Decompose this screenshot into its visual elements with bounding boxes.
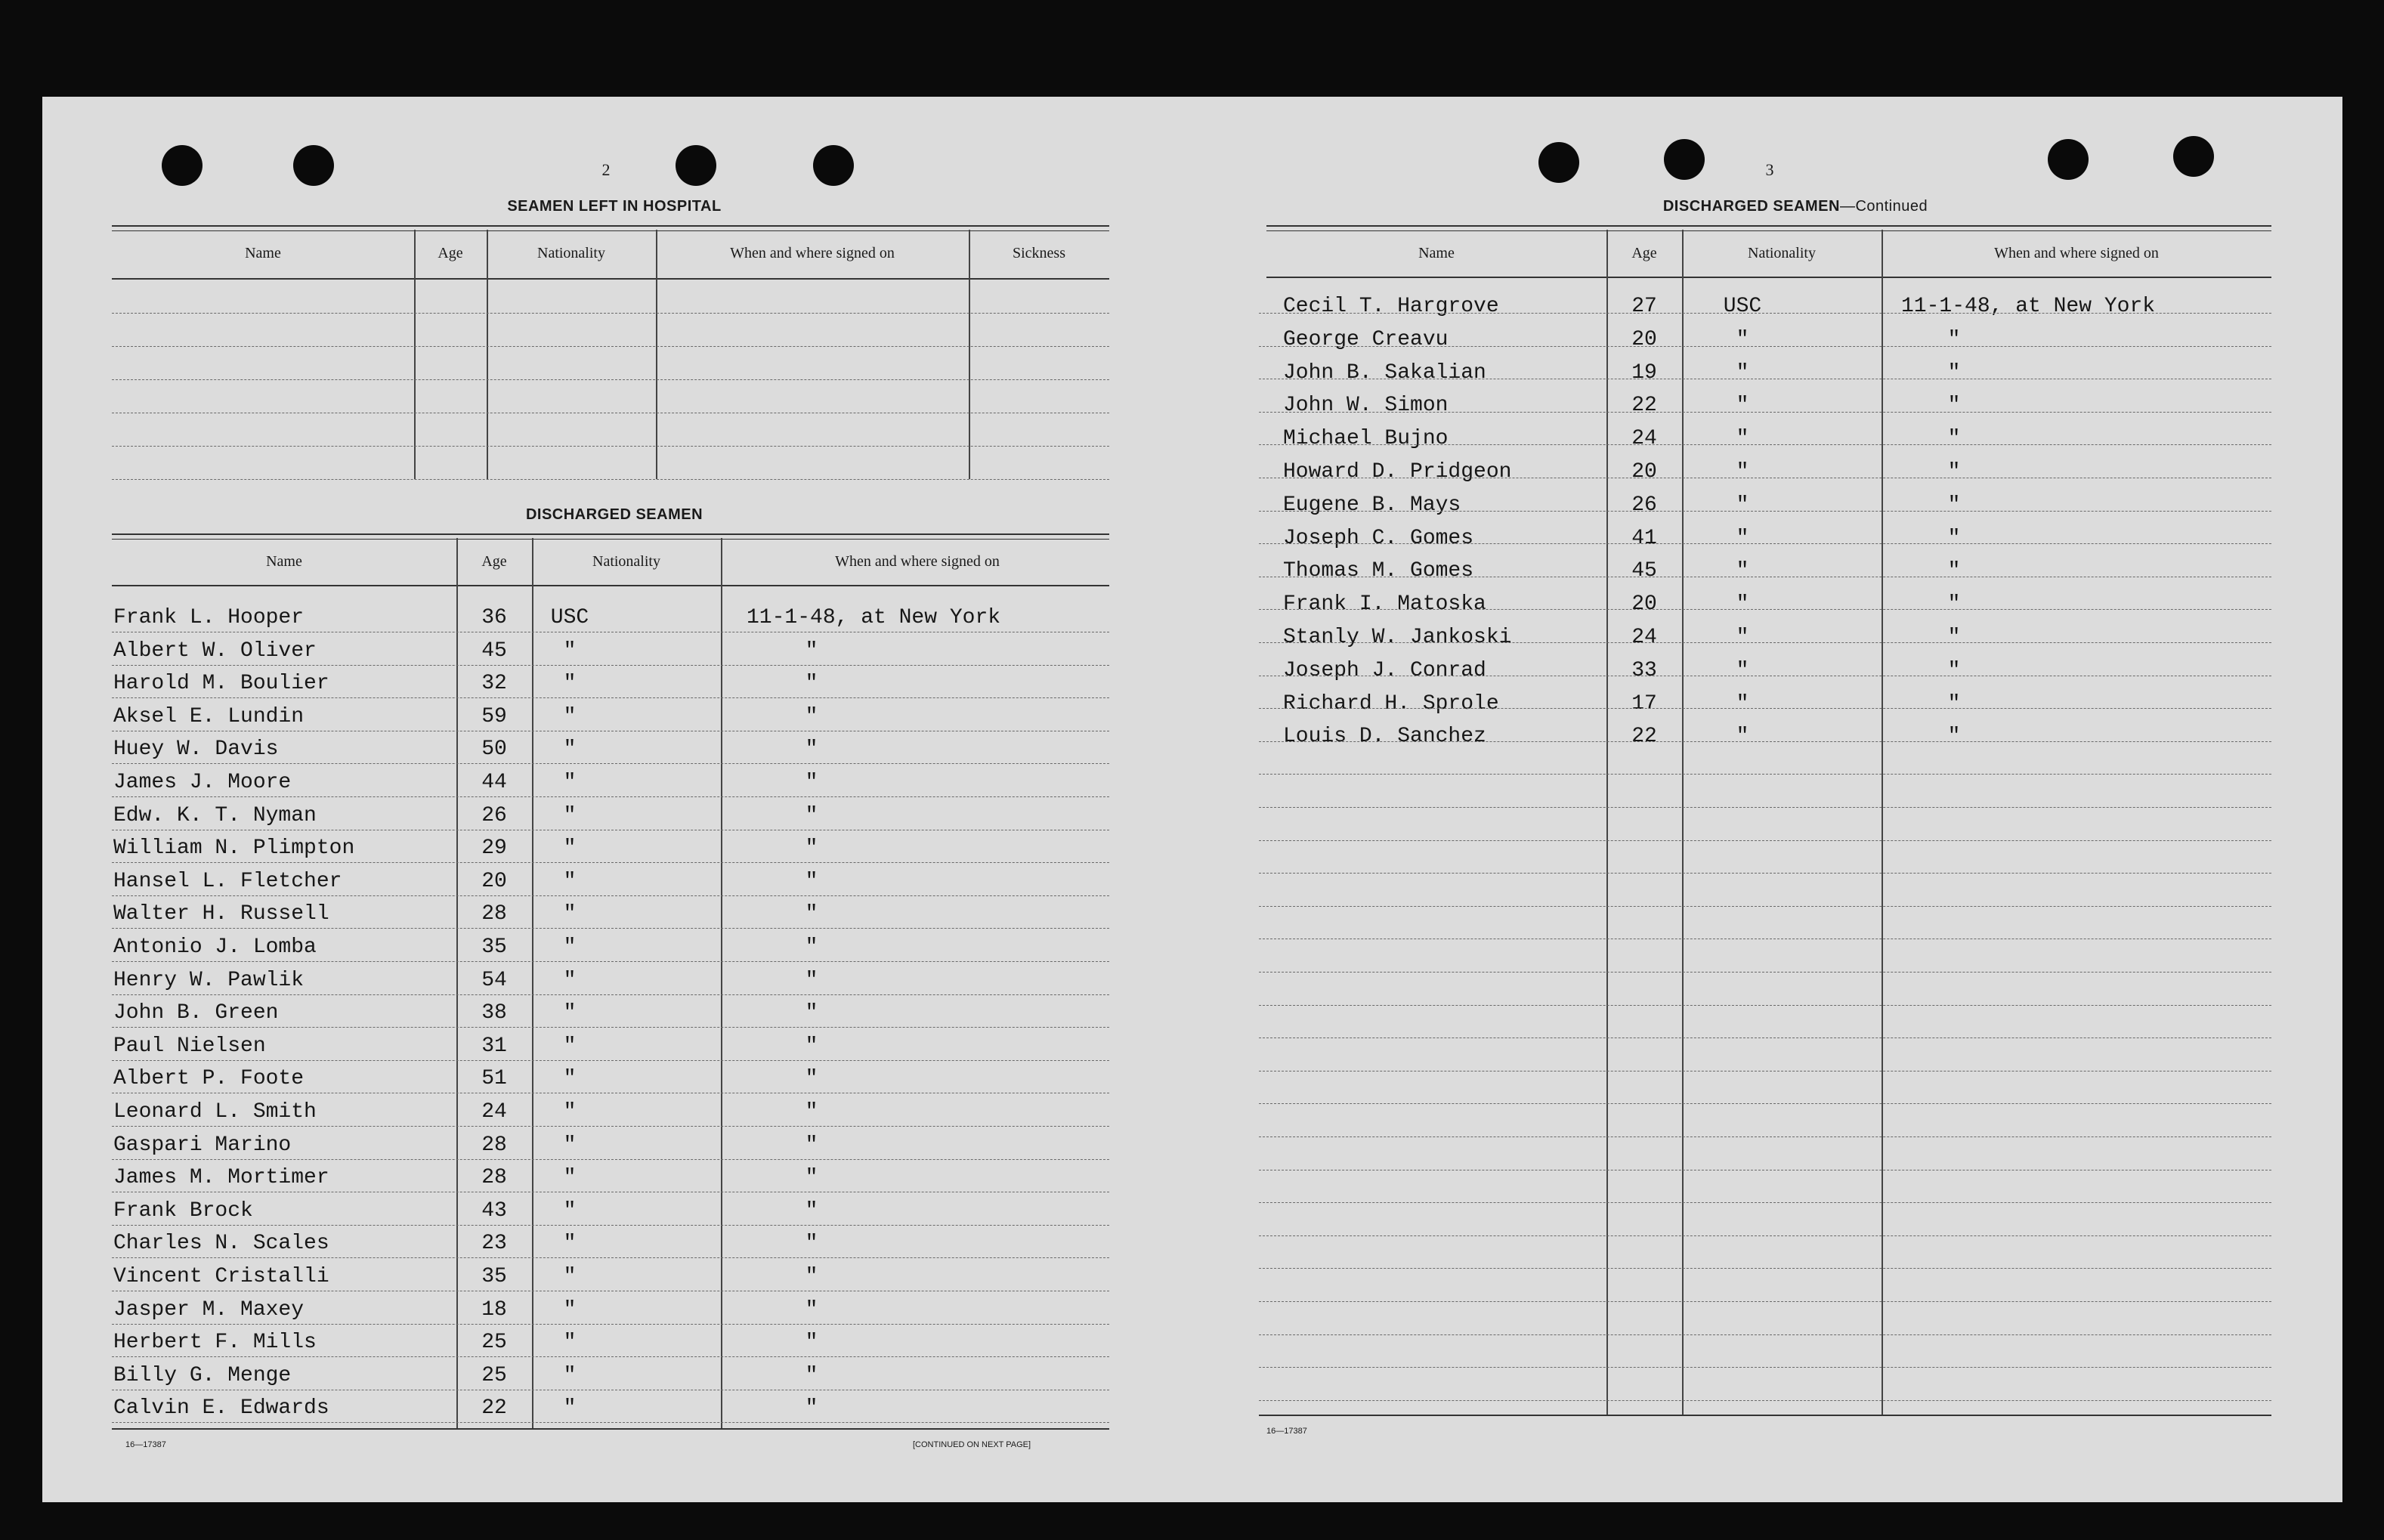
seaman-signed-on: " [805, 1034, 818, 1058]
seaman-nationality: " [1736, 360, 1749, 385]
seaman-signed-on: " [805, 1198, 818, 1223]
seaman-nationality: " [563, 672, 577, 696]
table-row [112, 961, 1109, 962]
seaman-name: Charles N. Scales [113, 1232, 329, 1256]
seaman-age: 20 [1631, 592, 1657, 617]
seaman-age: 20 [1631, 327, 1657, 351]
seaman-name: Frank Brock [113, 1198, 253, 1223]
seaman-name: Henry W. Pawlik [113, 968, 305, 992]
seaman-signed-on: " [1947, 592, 1961, 617]
header-nationality: Nationality [537, 245, 605, 261]
blank-row [1259, 1367, 2271, 1368]
table-row [112, 665, 1109, 666]
double-rule [112, 533, 1109, 540]
title-main: DISCHARGED SEAMEN [1662, 198, 1840, 215]
blank-row [1259, 1334, 2271, 1335]
seaman-age: 45 [481, 639, 507, 663]
seaman-name: Joseph C. Gomes [1283, 526, 1474, 550]
blank-row [1259, 1400, 2271, 1401]
table-row [112, 697, 1109, 698]
seaman-age: 50 [481, 738, 507, 762]
seaman-age: 51 [481, 1067, 507, 1091]
seaman-signed-on: " [1947, 691, 1961, 716]
seaman-signed-on: " [805, 639, 818, 663]
seaman-age: 28 [481, 1133, 507, 1157]
seaman-signed-on: 11-1-48, at New York [1901, 295, 2156, 318]
seaman-nationality: " [563, 1396, 577, 1421]
blank-row [112, 446, 1109, 447]
seaman-name: Vincent Cristalli [113, 1265, 329, 1288]
form-number: 16—17387 [1266, 1427, 1307, 1436]
seaman-age: 28 [481, 902, 507, 926]
seaman-signed-on: " [1947, 725, 1961, 749]
blank-row [1259, 840, 2271, 841]
table-row [112, 1356, 1109, 1357]
blank-row [112, 346, 1109, 347]
table-row [112, 895, 1109, 896]
blank-row [1259, 511, 2271, 512]
seaman-age: 24 [1631, 626, 1657, 649]
column-divider [721, 538, 722, 1428]
seaman-age: 22 [1631, 394, 1657, 418]
seaman-age: 25 [481, 1331, 507, 1355]
blank-row [1259, 412, 2271, 413]
seaman-signed-on: " [805, 738, 818, 762]
blank-row [1259, 1005, 2271, 1006]
seaman-age: 27 [1631, 295, 1657, 318]
seaman-age: 38 [481, 1001, 507, 1025]
seaman-age: 24 [481, 1100, 507, 1124]
blank-row [1259, 346, 2271, 347]
seaman-name: Calvin E. Edwards [113, 1396, 329, 1421]
seaman-age: 17 [1631, 691, 1657, 716]
bottom-rule [1259, 1415, 2271, 1416]
seaman-signed-on: " [1947, 460, 1961, 484]
seaman-signed-on: " [805, 1100, 818, 1124]
page-number: 3 [1765, 160, 1774, 179]
table-row [112, 1027, 1109, 1028]
seaman-nationality: " [563, 1297, 577, 1322]
header-nationality: Nationality [592, 553, 660, 570]
seaman-age: 32 [481, 672, 507, 696]
table-row [112, 1422, 1109, 1423]
seaman-signed-on: " [1947, 526, 1961, 550]
blank-row [1259, 1136, 2271, 1137]
seaman-signed-on: " [805, 1363, 818, 1387]
seaman-age: 20 [481, 869, 507, 893]
seaman-name: Howard D. Pridgeon [1283, 460, 1512, 484]
title-suffix: —Continued [1839, 198, 1928, 215]
seaman-age: 25 [481, 1363, 507, 1387]
seaman-nationality: " [563, 639, 577, 663]
right-page [1266, 97, 2324, 1502]
seaman-age: 35 [481, 1265, 507, 1288]
seaman-name: Antonio J. Lomba [113, 935, 317, 959]
header-name: Name [266, 553, 302, 570]
seaman-name: Frank L. Hooper [113, 606, 305, 629]
blank-row [1259, 543, 2271, 544]
seaman-nationality: " [563, 704, 577, 728]
blank-row [1259, 708, 2271, 709]
header-signed-on: When and where signed on [1994, 245, 2159, 261]
table-row [112, 862, 1109, 863]
table-row [112, 763, 1109, 764]
blank-row [112, 313, 1109, 314]
bottom-rule [112, 1428, 1109, 1430]
blank-row [1259, 1301, 2271, 1302]
seaman-nationality: " [1736, 493, 1749, 517]
table-row [112, 1126, 1109, 1127]
blank-row [1259, 1103, 2271, 1104]
seaman-name: John W. Simon [1283, 394, 1449, 418]
header-nationality: Nationality [1748, 245, 1816, 261]
seaman-nationality: " [1736, 526, 1749, 550]
blank-row [112, 379, 1109, 380]
table-row [112, 1324, 1109, 1325]
seaman-age: 44 [481, 771, 507, 794]
form-number: 16—17387 [125, 1440, 166, 1449]
blank-row [1259, 642, 2271, 643]
seaman-nationality: " [1736, 394, 1749, 418]
seaman-signed-on: " [1947, 394, 1961, 418]
seaman-signed-on: " [1947, 626, 1961, 649]
blank-row [1259, 609, 2271, 610]
seaman-signed-on: " [805, 1232, 818, 1256]
seaman-nationality: " [563, 1100, 577, 1124]
blank-row [1259, 313, 2271, 314]
seaman-nationality: " [1736, 427, 1749, 451]
seaman-nationality: " [563, 738, 577, 762]
seaman-name: Aksel E. Lundin [113, 704, 305, 728]
seaman-name: Thomas M. Gomes [1283, 559, 1474, 583]
seaman-nationality: " [563, 968, 577, 992]
seaman-nationality: " [563, 771, 577, 794]
seaman-name: John B. Sakalian [1283, 360, 1486, 385]
seaman-signed-on: " [1947, 427, 1961, 451]
seaman-age: 22 [481, 1396, 507, 1421]
table-row [112, 1060, 1109, 1061]
seaman-name: Eugene B. Mays [1283, 493, 1461, 517]
seaman-nationality: " [563, 1265, 577, 1288]
blank-row [1259, 873, 2271, 874]
seaman-signed-on: " [805, 1331, 818, 1355]
seaman-name: Joseph J. Conrad [1283, 658, 1486, 682]
seaman-nationality: " [563, 902, 577, 926]
seaman-age: 43 [481, 1198, 507, 1223]
seaman-name: Hansel L. Fletcher [113, 869, 342, 893]
column-divider [487, 230, 488, 479]
seaman-nationality: " [1736, 592, 1749, 617]
discharged-section-title: DISCHARGED SEAMEN [525, 506, 703, 523]
seaman-name: George Creavu [1283, 327, 1449, 351]
seaman-name: Richard H. Sprole [1283, 691, 1499, 716]
seaman-age: 24 [1631, 427, 1657, 451]
seaman-name: Albert W. Oliver [113, 639, 317, 663]
header-name: Name [245, 245, 281, 261]
seaman-nationality: " [563, 1198, 577, 1223]
seaman-name: Herbert F. Mills [113, 1331, 317, 1355]
seaman-age: 28 [481, 1166, 507, 1190]
double-rule [1266, 225, 2271, 231]
seaman-nationality: " [1736, 559, 1749, 583]
seaman-nationality: " [1736, 725, 1749, 749]
document-sheet [42, 97, 2342, 1502]
header-signed-on: When and where signed on [730, 245, 895, 261]
seaman-name: Huey W. Davis [113, 738, 279, 762]
seaman-age: 31 [481, 1034, 507, 1058]
seaman-signed-on: " [805, 1265, 818, 1288]
seaman-age: 26 [1631, 493, 1657, 517]
seaman-name: Edw. K. T. Nyman [113, 803, 317, 827]
seaman-age: 22 [1631, 725, 1657, 749]
seaman-age: 36 [481, 606, 507, 629]
seaman-signed-on: " [805, 836, 818, 861]
blank-row [1259, 1235, 2271, 1236]
seaman-name: Paul Nielsen [113, 1034, 266, 1058]
header-rule [1266, 277, 2271, 278]
seaman-nationality: " [563, 935, 577, 959]
table-row [112, 994, 1109, 995]
seaman-signed-on: " [805, 1001, 818, 1025]
blank-row [1259, 972, 2271, 973]
left-page [112, 97, 1117, 1502]
seaman-name: James M. Mortimer [113, 1166, 329, 1190]
seaman-signed-on: " [805, 771, 818, 794]
seaman-signed-on: " [805, 803, 818, 827]
seaman-signed-on: " [805, 902, 818, 926]
table-row [112, 1225, 1109, 1226]
seaman-name: John B. Green [113, 1001, 279, 1025]
header-age: Age [1631, 245, 1657, 261]
seaman-nationality: " [563, 1232, 577, 1256]
table-row [112, 928, 1109, 929]
seaman-signed-on: " [805, 869, 818, 893]
seaman-nationality: " [563, 1166, 577, 1190]
seaman-age: 29 [481, 836, 507, 861]
seaman-name: Billy G. Menge [113, 1363, 292, 1387]
seaman-age: 20 [1631, 460, 1657, 484]
column-divider [1882, 230, 1883, 1415]
blank-row [1259, 1268, 2271, 1269]
seaman-nationality: " [563, 836, 577, 861]
table-row [112, 1257, 1109, 1258]
blank-row [1259, 1037, 2271, 1038]
seaman-nationality: " [563, 1034, 577, 1058]
blank-row [1259, 774, 2271, 775]
seaman-nationality: " [1736, 626, 1749, 649]
continued-section-title [1266, 198, 2324, 215]
blank-row [1259, 444, 2271, 445]
seaman-name: Jasper M. Maxey [113, 1297, 305, 1322]
blank-row [112, 479, 1109, 480]
seaman-name: Michael Bujno [1283, 427, 1449, 451]
blank-row [1259, 1202, 2271, 1203]
header-signed-on: When and where signed on [835, 553, 1000, 570]
seaman-nationality: " [563, 1001, 577, 1025]
seaman-age: 41 [1631, 526, 1657, 550]
seaman-nationality: " [563, 1067, 577, 1091]
seaman-name: Louis D. Sanchez [1283, 725, 1486, 749]
seaman-nationality: USC [550, 606, 589, 629]
column-divider [969, 230, 970, 479]
seaman-name: Stanly W. Jankoski [1283, 626, 1512, 649]
seaman-signed-on: " [1947, 559, 1961, 583]
seaman-signed-on: " [1947, 658, 1961, 682]
seaman-name: James J. Moore [113, 771, 292, 794]
header-name: Name [1418, 245, 1455, 261]
seaman-signed-on: " [805, 1396, 818, 1421]
seaman-signed-on: " [805, 704, 818, 728]
seaman-age: 19 [1631, 360, 1657, 385]
table-row [112, 796, 1109, 797]
seaman-signed-on: " [805, 1067, 818, 1091]
continued-note: [CONTINUED ON NEXT PAGE] [913, 1440, 1031, 1449]
seaman-nationality: " [563, 1331, 577, 1355]
seaman-nationality: " [563, 869, 577, 893]
seaman-signed-on: " [805, 1297, 818, 1322]
seaman-nationality: " [563, 1363, 577, 1387]
seaman-age: 59 [481, 704, 507, 728]
page-number: 2 [601, 160, 611, 179]
seaman-nationality: " [1736, 658, 1749, 682]
double-rule [112, 225, 1109, 231]
seaman-signed-on: " [1947, 327, 1961, 351]
seaman-name: Walter H. Russell [113, 902, 329, 926]
hospital-section-title: SEAMEN LEFT IN HOSPITAL [507, 198, 722, 215]
seaman-signed-on: " [805, 1133, 818, 1157]
seaman-name: William N. Plimpton [113, 836, 355, 861]
seaman-name: Leonard L. Smith [113, 1100, 317, 1124]
seaman-signed-on: " [1947, 493, 1961, 517]
header-age: Age [481, 553, 507, 570]
seaman-nationality: " [563, 1133, 577, 1157]
seaman-nationality: " [1736, 327, 1749, 351]
seaman-signed-on: " [1947, 360, 1961, 385]
seaman-age: 23 [481, 1232, 507, 1256]
table-row [112, 1159, 1109, 1160]
seaman-age: 18 [481, 1297, 507, 1322]
seaman-name: Harold M. Boulier [113, 672, 329, 696]
column-divider [656, 230, 657, 479]
seaman-name: Frank I. Matoska [1283, 592, 1486, 617]
seaman-age: 45 [1631, 559, 1657, 583]
header-rule [112, 278, 1109, 280]
seaman-nationality: USC [1723, 295, 1762, 318]
seaman-signed-on: " [805, 935, 818, 959]
seaman-age: 35 [481, 935, 507, 959]
blank-row [1259, 741, 2271, 742]
seaman-name: Cecil T. Hargrove [1283, 295, 1499, 318]
blank-row [1259, 807, 2271, 808]
blank-row [1259, 1071, 2271, 1072]
blank-row [1259, 906, 2271, 907]
seaman-signed-on: " [805, 968, 818, 992]
header-age: Age [438, 245, 463, 261]
seaman-name: Gaspari Marino [113, 1133, 292, 1157]
seaman-signed-on: 11-1-48, at New York [747, 606, 1001, 629]
header-sickness: Sickness [1013, 245, 1065, 261]
header-rule [112, 585, 1109, 586]
seaman-nationality: " [1736, 691, 1749, 716]
column-divider [414, 230, 416, 479]
column-divider [1682, 230, 1684, 1415]
seaman-age: 54 [481, 968, 507, 992]
seaman-nationality: " [563, 803, 577, 827]
seaman-signed-on: " [805, 672, 818, 696]
seaman-age: 33 [1631, 658, 1657, 682]
seaman-name: Albert P. Foote [113, 1067, 305, 1091]
seaman-signed-on: " [805, 1166, 818, 1190]
seaman-age: 26 [481, 803, 507, 827]
seaman-nationality: " [1736, 460, 1749, 484]
